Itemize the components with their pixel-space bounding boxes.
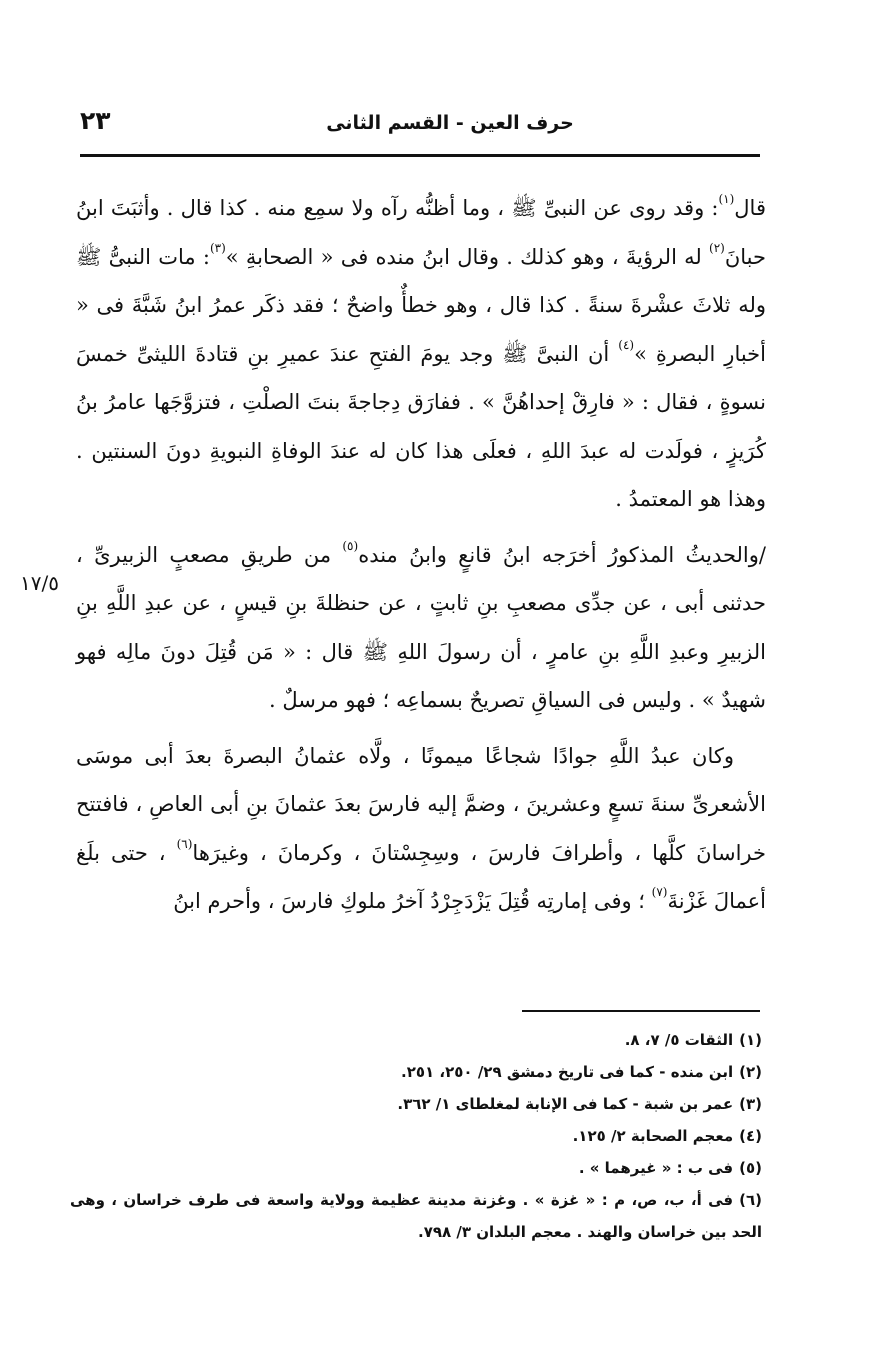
running-header-title: حرف العين - القسم الثانى bbox=[326, 112, 574, 134]
footnote-number: (٢) bbox=[739, 1063, 762, 1081]
text-run: أن النبىَّ ﷺ وجد يومَ الفتحِ عندَ عميرِ بنِ قتادةَ الليثىِّ خمسَ نسوةٍ ، فقال : « فارِقْ إحداهُنَّ » . ففارَق دِجاجةَ بنتَ الصلْتِ ، فتزوَّجَها عامرُ بنُ كُرَيزٍ ، فولَدت له عبدَ اللهِ ، فعلَى هذا كان له عندَ الوفاةِ النبويةِ دونَ السنتين . وهذا هو المعتمدُ . bbox=[76, 341, 766, 511]
footnote-4 bbox=[70, 1120, 762, 1152]
text-run: : مات النبىُّ ﷺ وله ثلاثَ عشْرةَ سنةً . كذا قال ، وهو خطأٌ واضحٌ ؛ فقد ذكَر عمرُ ابنُ شَبَّةَ فى « أخبارِ البصرةِ » bbox=[76, 244, 766, 366]
text-run: له الرؤيةَ ، وهو كذلك . وقال ابنُ منده فى « الصحابةِ » bbox=[225, 244, 710, 269]
footnote-3 bbox=[70, 1088, 762, 1120]
text-run: قال bbox=[734, 196, 766, 220]
header-divider bbox=[80, 154, 760, 157]
footnote-2 bbox=[70, 1056, 762, 1088]
footnote-5 bbox=[70, 1152, 762, 1184]
text-run: /والحديثُ المذكورُ أخرَجه ابنُ قانعٍ وابنُ منده bbox=[358, 542, 766, 567]
text-run: وكان عبدُ اللَّهِ جوادًا شجاعًا ميمونًا ، ولَّاه عثمانُ البصرةَ بعدَ أبى موسَى الأشعرىِّ سنةَ تسعٍ وعشرينَ ، وضمَّ إليه فارسَ بعدَ عثمانَ بنِ أبى العاصِ ، فافتتح خراسانَ كلَّها ، وأطرافَ فارسَ ، وسِجِسْتانَ ، وكرمانَ ، وغيرَها bbox=[76, 743, 766, 865]
margin-reference: ١٧/٥ bbox=[20, 571, 59, 595]
footnote-text: معجم الصحابة ٢/ ١٢٥. bbox=[572, 1127, 734, 1145]
footnote-marker[interactable]: (٦) bbox=[176, 836, 193, 851]
paragraph-2 bbox=[76, 531, 766, 725]
text-run: : وقد روى عن النبىِّ ﷺ ، وما أظنُّه رآه ولا سمِع منه . كذا قال . وأثبَتَ ابنُ حبانَ bbox=[76, 196, 766, 269]
paragraph-3 bbox=[76, 732, 766, 926]
footnote-divider bbox=[522, 1010, 760, 1012]
main-text bbox=[76, 184, 766, 926]
footnote-text: ابن منده - كما فى تاريخ دمشق ٢٩/ ٢٥٠، ٢٥١. bbox=[401, 1063, 734, 1081]
footnote-marker[interactable]: (٢) bbox=[709, 240, 725, 255]
footnote-marker[interactable]: (٧) bbox=[651, 885, 668, 899]
footnote-marker[interactable]: (٣) bbox=[209, 240, 226, 255]
footnote-text: فى ب : « غيرهما » . bbox=[578, 1159, 734, 1177]
footnote-number: (١) bbox=[739, 1031, 762, 1049]
footnote-text: فى أ، ب، ص، م : « غزة » . وغزنة مدينة عظيمة وولاية واسعة فى طرف خراسان ، وهى الحد بين خراسان والهند . معجم البلدان ٣/ ٧٩٨. bbox=[70, 1191, 762, 1241]
text-run: من طريقِ مصعبٍ الزبيرىِّ ، حدثنى أبى ، عن جدِّى مصعبِ بنِ ثابتٍ ، عن حنظلةَ بنِ قيسٍ ، عن عبدِ اللَّهِ بنِ الزبيرِ وعبدِ اللَّهِ بنِ عامرٍ ، أن رسولَ اللهِ ﷺ قال : « مَن قُتِلَ دونَ مالِه فهو شهيدٌ » . وليس فى السياقِ تصريحٌ بسماعِه ؛ فهو مرسلٌ . bbox=[76, 542, 766, 712]
footnote-text: عمر بن شبة - كما فى الإنابة لمغلطاى ١/ ٣٦٢. bbox=[397, 1095, 734, 1113]
footnote-text: الثقات ٥/ ٧، ٨. bbox=[624, 1031, 734, 1049]
footnote-number: (٤) bbox=[739, 1127, 762, 1145]
text-run: ؛ وفى إمارتِه قُتِلَ يَزْدَجِرْدُ آخرُ ملوكِ فارسَ ، وأحرم ابنُ bbox=[173, 889, 652, 913]
footnote-marker[interactable]: (٤) bbox=[618, 337, 635, 352]
footnote-1 bbox=[70, 1024, 762, 1056]
footnote-number: (٣) bbox=[739, 1095, 762, 1113]
footnote-number: (٦) bbox=[739, 1191, 762, 1209]
footnotes bbox=[70, 1024, 762, 1248]
paragraph-1 bbox=[76, 184, 766, 524]
text-run: ، حتى بلَغ أعمالَ غَزْنةَ bbox=[76, 840, 766, 913]
page-number: ٢٣ bbox=[80, 106, 111, 135]
footnote-number: (٥) bbox=[739, 1159, 762, 1177]
footnote-marker[interactable]: (١) bbox=[718, 192, 735, 206]
footnote-6 bbox=[70, 1184, 762, 1248]
footnote-marker[interactable]: (٥) bbox=[342, 538, 359, 553]
